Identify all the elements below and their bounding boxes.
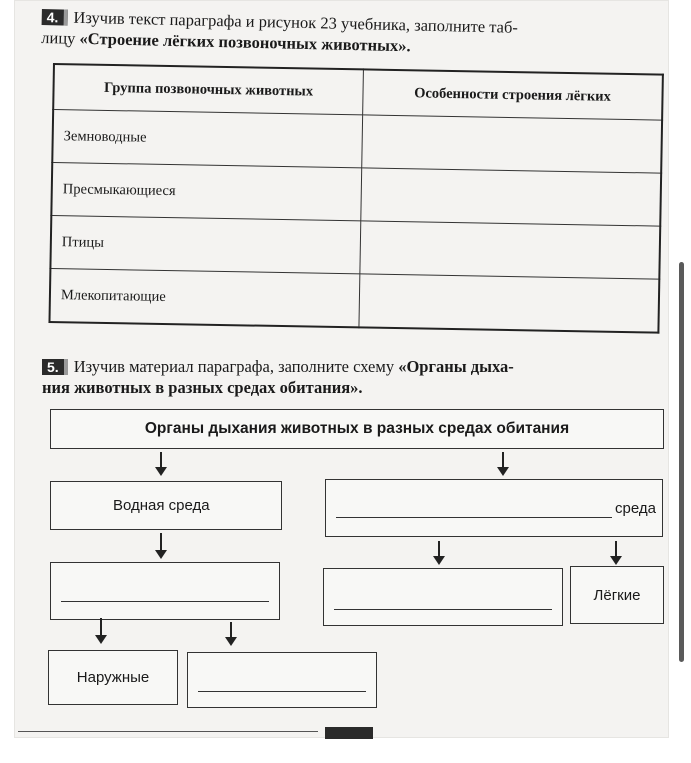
arrow-down-icon [225,622,237,646]
task-5-text: Изучив материал параграфа, заполните схему [73,357,399,376]
table-cell-group: Птицы [50,215,360,273]
page-bottom-divider [18,731,318,732]
answer-blank-line[interactable] [61,601,269,602]
task-5-number: 5. [42,359,68,375]
table-cell-group: Земноводные [52,110,362,168]
task-5-title-a: «Органы дыха- [398,357,514,376]
table-cell-answer[interactable] [359,274,659,333]
table-cell-answer[interactable] [360,221,660,279]
scheme-other-env-box[interactable] [325,479,663,537]
table-cell-group: Млекопитающие [49,268,359,327]
lungs-structure-table [48,63,663,334]
task-4-text: Изучив текст параграфа и рисунок 23 учебника, заполните таб- [73,7,519,37]
arrow-down-icon [95,618,107,644]
task-5-instruction [42,356,672,398]
arrow-down-icon [610,541,622,565]
task-4-number: 4. [42,9,68,26]
scrollbar[interactable] [679,262,684,662]
scheme-lungs-label: Лёгкие [593,586,641,604]
scheme-external-gills-box [48,650,178,705]
arrow-down-icon [497,452,509,476]
scheme-water-env-label: Водная среда [113,497,210,514]
scheme-lungs-box [570,566,664,624]
scheme-water-organs-box[interactable] [50,562,280,620]
task-5-title-b: ния животных в разных средах обитания». [42,378,363,397]
task-4-title: «Строение лёгких позвоночных животных». [79,28,411,56]
table-cell-answer[interactable] [361,168,661,226]
scheme-water-env-box [50,481,282,530]
answer-blank-line[interactable] [336,517,612,518]
scheme-other-env-suffix: среда [615,499,656,517]
table-cell-answer[interactable] [362,115,662,173]
answer-blank-line[interactable] [198,691,366,692]
table-header-features: Особенности строения лёгких [363,69,663,120]
page-bottom-marker [325,727,373,739]
scheme-root-label: Органы дыхания животных в разных средах обитания [144,420,570,437]
table-row [49,268,659,332]
scheme-second-gills-box[interactable] [187,652,377,708]
scheme-external-label: Наружные [76,669,150,686]
arrow-down-icon [433,541,445,565]
answer-blank-line[interactable] [334,609,552,610]
scheme-root-box [50,409,664,449]
table-cell-group: Пресмыкающиеся [51,163,361,221]
arrow-down-icon [155,533,167,559]
arrow-down-icon [155,452,167,476]
scheme-other-organs-box[interactable] [323,568,563,626]
table-header-group: Группа позвоночных животных [53,64,363,115]
task-4-text-cont: лицу [41,27,80,48]
